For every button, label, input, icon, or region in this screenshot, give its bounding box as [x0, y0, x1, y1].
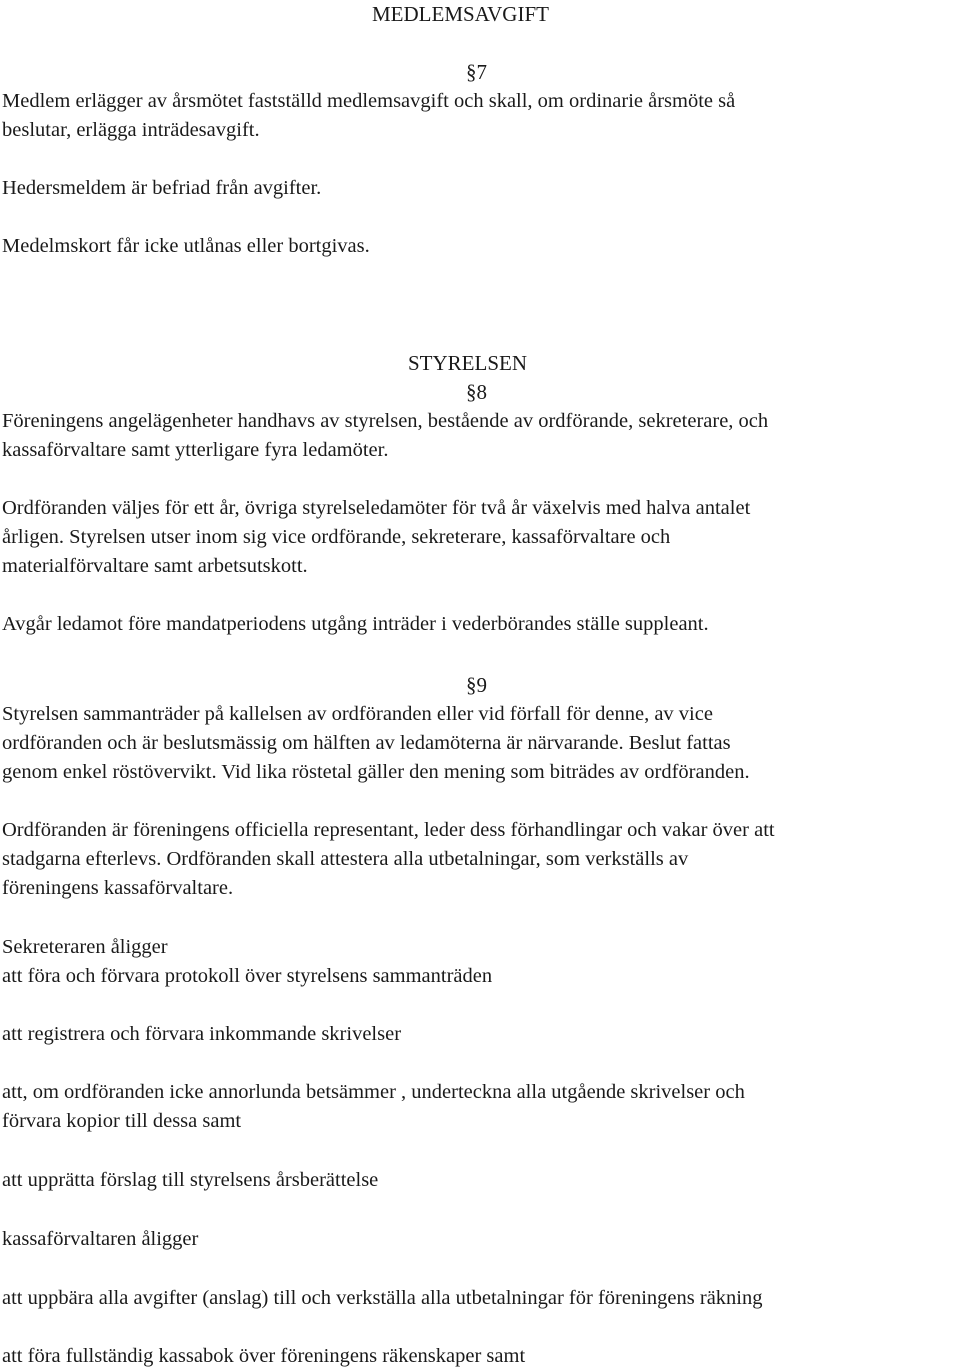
- meetings-text-line: ordföranden och är beslutsmässig om hälften av ledamöterna är närvarande. Beslut fattas: [2, 732, 731, 754]
- fees-text-line: Medlem erlägger av årsmötet fastställd medlemsavgift och skall, om ordinarie årsmöte så: [2, 90, 736, 112]
- secretary-duty: förvara kopior till dessa samt: [2, 1110, 242, 1132]
- paragraph-number-9: §9: [466, 673, 487, 697]
- meetings-text-line: stadgarna efterlevs. Ordföranden skall attestera alla utbetalningar, som verkställs av: [2, 848, 689, 870]
- section-heading-fees: MEDLEMSAVGIFT: [372, 2, 549, 26]
- treasurer-heading: kassaförvaltaren åligger: [2, 1228, 199, 1250]
- section-heading-board: STYRELSEN: [408, 351, 528, 375]
- fees-text-line: Medelmskort får icke utlånas eller bortgivas.: [2, 235, 370, 257]
- board-text-line: Föreningens angelägenheter handhavs av styrelsen, bestående av ordförande, sekreterare, och: [2, 410, 769, 432]
- board-text-line: kassaförvaltare samt ytterligare fyra ledamöter.: [2, 439, 389, 461]
- fees-text-line: beslutar, erlägga inträdesavgift.: [2, 119, 260, 141]
- meetings-text-line: Styrelsen sammanträder på kallelsen av ordföranden eller vid förfall för denne, av vice: [2, 703, 713, 725]
- secretary-duty: att, om ordföranden icke annorlunda betsämmer , underteckna alla utgående skrivelser och: [2, 1081, 745, 1103]
- board-text-line: Ordföranden väljes för ett år, övriga styrelseledamöter för två år växelvis med halva antalet: [2, 497, 751, 519]
- secretary-duty: att föra och förvara protokoll över styrelsens sammanträden: [2, 965, 493, 987]
- secretary-heading: Sekreteraren åligger: [2, 936, 168, 958]
- meetings-text-line: föreningens kassaförvaltare.: [2, 877, 234, 899]
- treasurer-duty: att föra fullständig kassabok över föreningens räkenskaper samt: [2, 1345, 526, 1367]
- secretary-duty: att upprätta förslag till styrelsens årsberättelse: [2, 1169, 379, 1191]
- board-text-line: Avgår ledamot före mandatperiodens utgång inträder i vederbörandes ställe suppleant.: [2, 613, 709, 635]
- fees-text-line: Hedersmeldem är befriad från avgifter.: [2, 177, 322, 199]
- meetings-text-line: Ordföranden är föreningens officiella representant, leder dess förhandlingar och vakar över att: [2, 819, 775, 841]
- board-text-line: materialförvaltare samt arbetsutskott.: [2, 555, 308, 577]
- paragraph-number-8: §8: [466, 380, 487, 404]
- board-text-line: årligen. Styrelsen utser inom sig vice ordförande, sekreterare, kassaförvaltare och: [2, 526, 671, 548]
- treasurer-duty: att uppbära alla avgifter (anslag) till och verkställa alla utbetalningar för föreningens räkning: [2, 1287, 763, 1309]
- meetings-text-line: genom enkel röstövervikt. Vid lika röstetal gäller den mening som biträdes av ordföranden.: [2, 761, 750, 783]
- paragraph-number-7: §7: [466, 60, 487, 84]
- secretary-duty: att registrera och förvara inkommande skrivelser: [2, 1023, 402, 1045]
